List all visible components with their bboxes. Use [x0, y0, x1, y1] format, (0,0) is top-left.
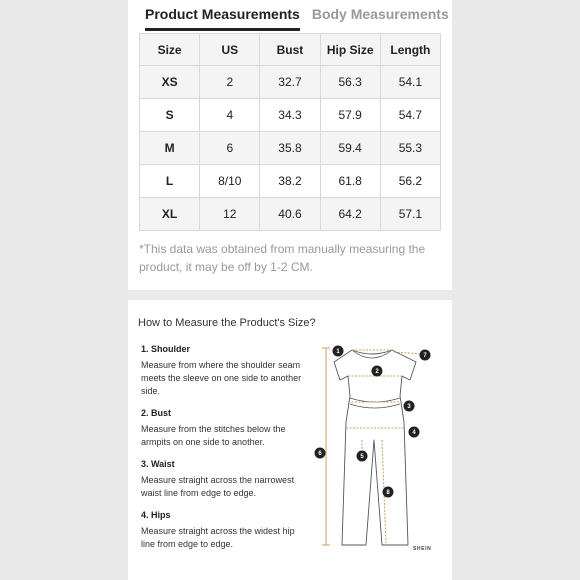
table-cell: 64.2	[320, 198, 380, 231]
table-cell: 57.1	[380, 198, 440, 231]
marker-label: 7	[423, 353, 427, 360]
table-cell: 32.7	[260, 66, 320, 99]
jumpsuit-outline-icon	[312, 340, 442, 555]
size-chart-table	[139, 33, 441, 231]
table-cell: 57.9	[320, 99, 380, 132]
table-cell: 38.2	[260, 165, 320, 198]
marker-label: 5	[360, 454, 364, 461]
header-us: US	[200, 34, 260, 66]
step-description: Measure straight across the narrowest waist line from edge to edge.	[141, 475, 295, 498]
step-title: 1. Shoulder	[141, 344, 191, 354]
table-cell: 8/10	[200, 165, 260, 198]
step-waist	[141, 459, 306, 500]
table-cell: XL	[140, 198, 200, 231]
table-cell: 54.7	[380, 99, 440, 132]
header-hip-size: Hip Size	[320, 34, 380, 66]
table-row	[140, 165, 441, 198]
table-cell: 40.6	[260, 198, 320, 231]
marker-label: 2	[375, 369, 379, 376]
marker-label: 6	[318, 451, 322, 458]
table-cell: M	[140, 132, 200, 165]
table-row	[140, 66, 441, 99]
table-cell: 2	[200, 66, 260, 99]
step-title: 2. Bust	[141, 408, 172, 418]
table-cell: L	[140, 165, 200, 198]
measurement-tabs	[145, 4, 449, 28]
table-cell: 12	[200, 198, 260, 231]
table-cell: S	[140, 99, 200, 132]
step-shoulder	[141, 344, 306, 398]
brand-logo: SHEIN	[413, 546, 432, 552]
table-cell: 56.3	[320, 66, 380, 99]
tab-product-measurements[interactable]: Product Measurements	[145, 4, 300, 28]
marker-label: 4	[412, 430, 416, 437]
step-description: Measure from where the shoulder seam meets the sleeve on one side to another side.	[141, 360, 302, 396]
step-hips	[141, 510, 306, 551]
table-cell: 54.1	[380, 66, 440, 99]
header-size: Size	[140, 34, 200, 66]
table-cell: 35.8	[260, 132, 320, 165]
step-description: Measure straight across the widest hip line from edge to edge.	[141, 526, 295, 549]
marker-label: 8	[386, 490, 390, 497]
table-cell: 4	[200, 99, 260, 132]
marker-label: 1	[336, 349, 340, 356]
table-cell: 6	[200, 132, 260, 165]
how-to-measure-title: How to Measure the Product's Size?	[138, 317, 316, 329]
step-title: 3. Waist	[141, 459, 175, 469]
table-cell: XS	[140, 66, 200, 99]
jumpsuit-measurement-diagram	[312, 340, 442, 555]
header-bust: Bust	[260, 34, 320, 66]
step-bust	[141, 408, 306, 449]
header-length: Length	[380, 34, 440, 66]
table-cell: 55.3	[380, 132, 440, 165]
step-description: Measure from the stitches below the armpits on one side to another.	[141, 424, 286, 447]
table-row	[140, 99, 441, 132]
measurement-disclaimer: *This data was obtained from manually measuring the product, it may be off by 1-2 CM.	[139, 242, 426, 274]
measure-steps-list	[141, 344, 306, 561]
table-row	[140, 198, 441, 231]
table-cell: 61.8	[320, 165, 380, 198]
table-header-row	[140, 34, 441, 66]
tab-body-measurements[interactable]: Body Measurements	[311, 6, 449, 22]
table-cell: 34.3	[260, 99, 320, 132]
table-row	[140, 132, 441, 165]
marker-label: 3	[407, 404, 411, 411]
step-title: 4. Hips	[141, 510, 171, 520]
table-cell: 59.4	[320, 132, 380, 165]
table-cell: 56.2	[380, 165, 440, 198]
